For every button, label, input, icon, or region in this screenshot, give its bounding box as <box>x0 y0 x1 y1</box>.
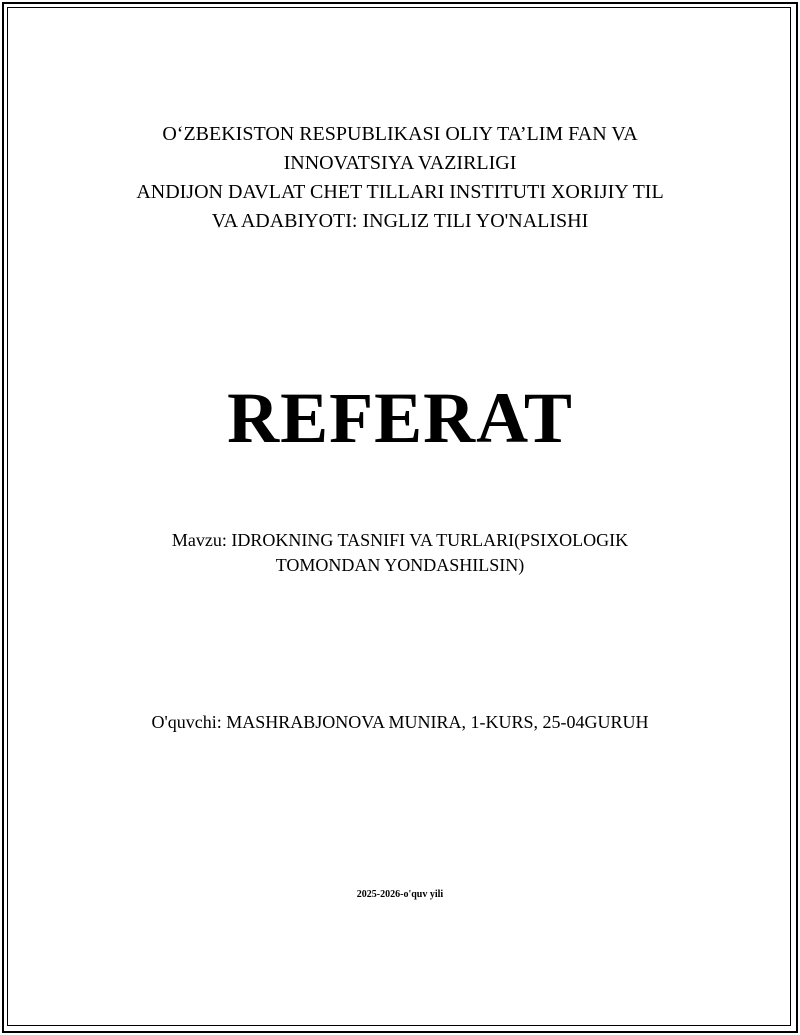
topic-line-1: Mavzu: IDROKNING TASNIFI VA TURLARI(PSIXOLOGIK <box>171 530 629 550</box>
header-line-ministry: O‘ZBEKISTON RESPUBLIKASI OLIY TA’LIM FAN VA <box>162 123 638 145</box>
institution-header <box>0 120 800 236</box>
topic-block <box>0 528 800 578</box>
topic-line-2: TOMONDAN YONDASHILSIN) <box>275 555 525 575</box>
header-line-department: VA ADABIYOTI: INGLIZ TILI YO'NALISHI <box>211 210 589 232</box>
header-line-ministry-cont: INNOVATSIYA VAZIRLIGI <box>283 152 517 174</box>
document-title: REFERAT <box>227 378 573 458</box>
academic-year: 2025-2026-o'quv yili <box>356 889 444 900</box>
header-line-institute: ANDIJON DAVLAT CHET TILLARI INSTITUTI XORIJIY TIL <box>136 181 664 203</box>
student-info: O'quvchi: MASHRABJONOVA MUNIRA, 1-KURS, 25-04GURUH <box>151 712 649 732</box>
